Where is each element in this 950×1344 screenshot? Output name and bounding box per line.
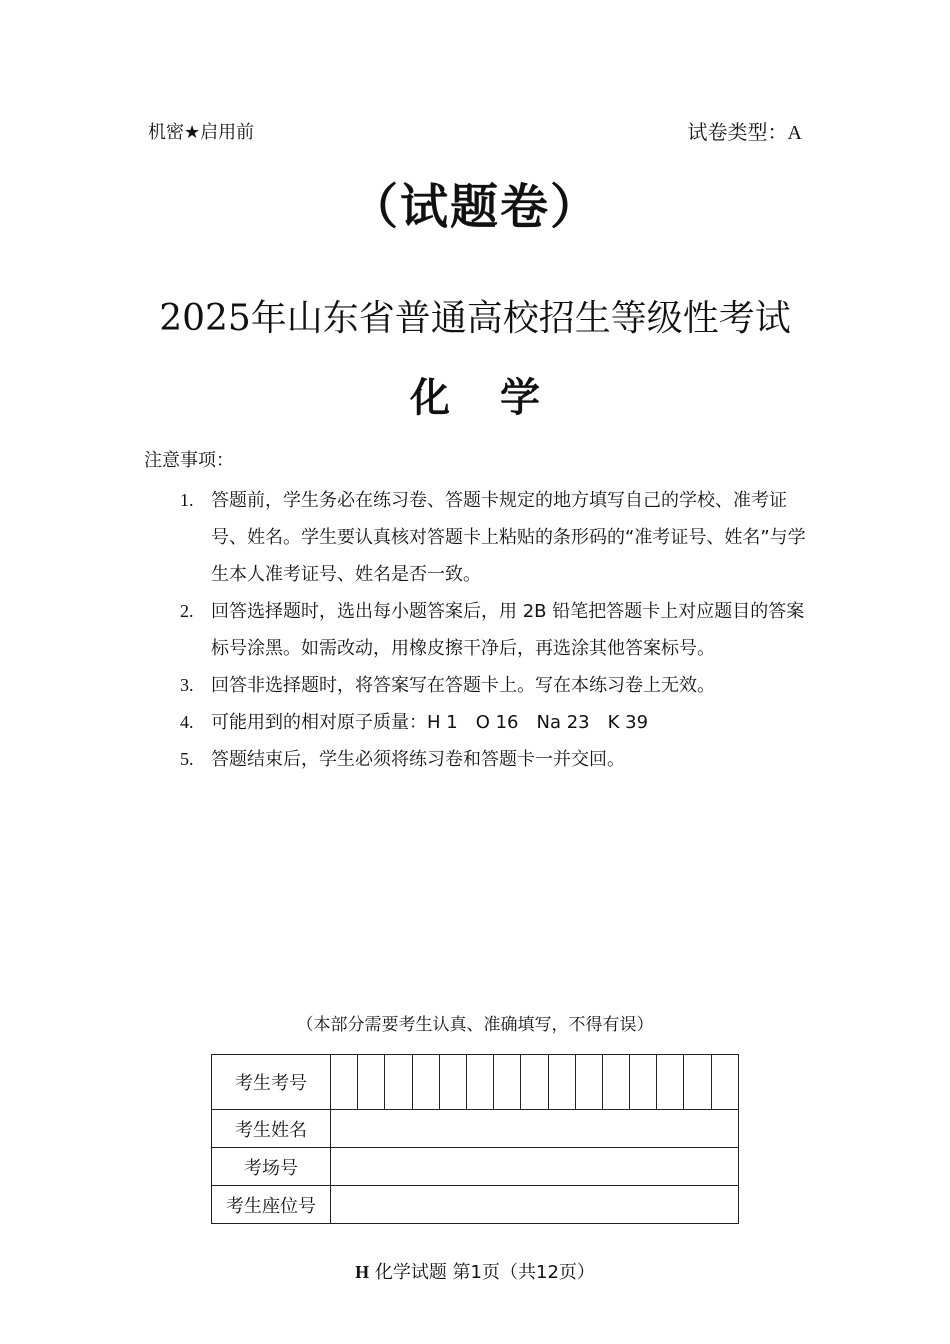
candidate-number-box[interactable] [385, 1055, 412, 1110]
footer-text: 化学试题 第1页（共12页） [369, 1262, 595, 1283]
paper-type-label: 试卷类型： [687, 120, 788, 144]
note-text: 答题前，学生务必在练习卷、答题卡规定的地方填写自己的学校、准考证号、姓名。学生要认真核对答题卡上粘贴的条形码的“准考证号、姓名”与学生本人准考证号、姓名是否一致。 [211, 490, 806, 585]
note-number: 4. [180, 712, 194, 732]
note-text: 回答非选择题时，将答案写在答题卡上。写在本练习卷上无效。 [211, 675, 715, 696]
candidate-number-box[interactable] [657, 1055, 684, 1110]
note-item [180, 741, 820, 778]
note-text: 答题结束后，学生必须将练习卷和答题卡一并交回。 [211, 749, 625, 770]
candidate-number-box[interactable] [602, 1055, 629, 1110]
exam-room-field[interactable] [331, 1148, 739, 1186]
subject-title: 化 学 [410, 375, 558, 421]
exam-title: 2025年山东省普通高校招生等级性考试 [159, 298, 791, 339]
note-item [180, 704, 820, 741]
candidate-name-label: 考生姓名 [212, 1110, 331, 1148]
candidate-number-box[interactable] [439, 1055, 466, 1110]
paper-type-value: A [787, 122, 802, 144]
candidate-number-box[interactable] [466, 1055, 493, 1110]
footer-code: H [355, 1262, 370, 1282]
candidate-info-table [211, 1054, 739, 1224]
confidential-label: 机密★启用前 [148, 122, 255, 143]
paper-type [688, 116, 802, 145]
note-number: 2. [180, 601, 194, 621]
candidate-number-box[interactable] [630, 1055, 657, 1110]
form-instruction: （本部分需要考生认真、准确填写，不得有误） [296, 1015, 654, 1035]
candidate-number-label: 考生考号 [212, 1055, 331, 1110]
candidate-name-field[interactable] [331, 1110, 739, 1148]
notes-heading: 注意事项： [144, 450, 234, 471]
note-item [180, 667, 820, 704]
notes-list [180, 482, 820, 778]
document-title: （试题卷） [349, 179, 600, 235]
note-number: 1. [180, 490, 194, 510]
candidate-number-box[interactable] [521, 1055, 548, 1110]
candidate-number-box[interactable] [331, 1055, 358, 1110]
note-item [180, 482, 820, 593]
candidate-number-box[interactable] [358, 1055, 385, 1110]
page-footer [0, 1258, 950, 1284]
exam-room-label: 考场号 [212, 1148, 331, 1186]
note-text: 可能用到的相对原子质量：H 1 O 16 Na 23 K 39 [211, 712, 649, 733]
candidate-number-box[interactable] [494, 1055, 521, 1110]
note-text: 回答选择题时，选出每小题答案后，用 2B 铅笔把答题卡上对应题目的答案标号涂黑。如需改动，用橡皮擦干净后，再选涂其他答案标号。 [211, 601, 805, 659]
seat-number-field[interactable] [331, 1186, 739, 1224]
note-number: 5. [180, 749, 194, 769]
candidate-number-box[interactable] [711, 1055, 738, 1110]
candidate-number-box[interactable] [412, 1055, 439, 1110]
candidate-number-box[interactable] [684, 1055, 711, 1110]
note-number: 3. [180, 675, 194, 695]
candidate-number-box[interactable] [575, 1055, 602, 1110]
seat-number-label: 考生座位号 [212, 1186, 331, 1224]
note-item [180, 593, 820, 667]
candidate-number-box[interactable] [548, 1055, 575, 1110]
